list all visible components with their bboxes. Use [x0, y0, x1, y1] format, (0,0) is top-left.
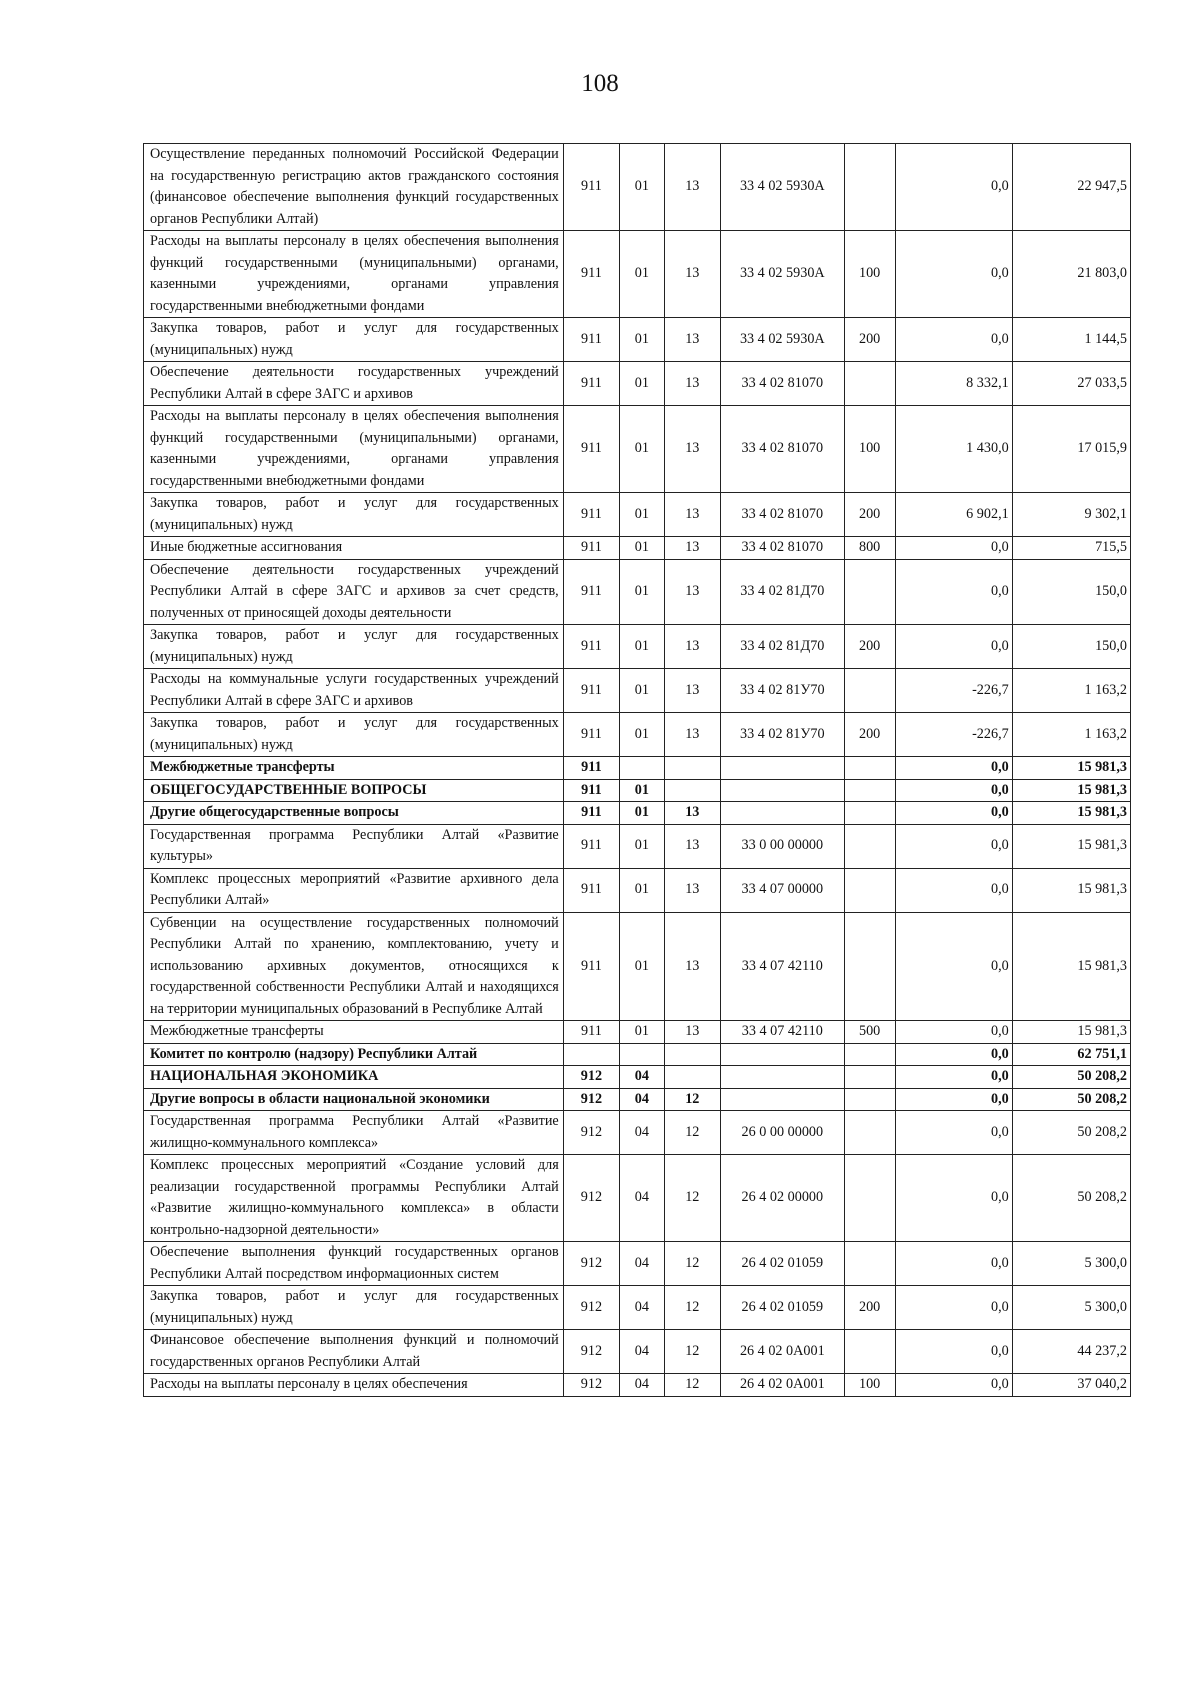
row-amount-change: 0,0: [895, 1155, 1012, 1242]
budget-table: [143, 143, 1131, 1397]
row-amount-total: 715,5: [1012, 537, 1130, 560]
row-name: Обеспечение деятельности государственных учреждений Республики Алтай в сфере ЗАГС и архивов за счет средств, полученных от приносящей доходы деятельности: [144, 559, 564, 625]
row-section-code: [620, 1043, 664, 1066]
row-target-article-code: [720, 757, 844, 780]
row-grbs-code: 912: [563, 1242, 619, 1286]
row-expense-type-code: 100: [844, 406, 895, 493]
row-grbs-code: 912: [563, 1374, 619, 1397]
row-subsection-code: 13: [664, 625, 720, 669]
row-name: Межбюджетные трансферты: [144, 1021, 564, 1044]
row-target-article-code: 33 4 07 42110: [720, 912, 844, 1021]
row-expense-type-code: [844, 559, 895, 625]
row-name: Комплекс процессных мероприятий «Создание условий для реализации государственной программы Республики Алтай «Развитие жилищно-коммунального комплекса» в области контрольно-надзорной деятельности»: [144, 1155, 564, 1242]
row-target-article-code: 33 4 02 81У70: [720, 713, 844, 757]
row-target-article-code: 33 4 07 42110: [720, 1021, 844, 1044]
row-subsection-code: 12: [664, 1330, 720, 1374]
row-amount-total: 5 300,0: [1012, 1242, 1130, 1286]
row-target-article-code: 33 4 02 5930А: [720, 144, 844, 231]
row-grbs-code: 912: [563, 1330, 619, 1374]
row-name: Межбюджетные трансферты: [144, 757, 564, 780]
row-section-code: 04: [620, 1286, 664, 1330]
table-row: [144, 1088, 1131, 1111]
row-target-article-code: 33 4 02 81У70: [720, 669, 844, 713]
row-name: Расходы на выплаты персоналу в целях обеспечения выполнения функций государственными (муниципальными) органами, казенными учреждениями, органами управления государственными внебюджетными фондами: [144, 406, 564, 493]
row-amount-change: 0,0: [895, 1021, 1012, 1044]
row-amount-change: 0,0: [895, 1242, 1012, 1286]
row-name: Другие вопросы в области национальной экономики: [144, 1088, 564, 1111]
table-row: [144, 362, 1131, 406]
table-row: [144, 625, 1131, 669]
row-name: Закупка товаров, работ и услуг для государственных (муниципальных) нужд: [144, 713, 564, 757]
table-row: [144, 406, 1131, 493]
row-amount-total: 37 040,2: [1012, 1374, 1130, 1397]
row-amount-change: 8 332,1: [895, 362, 1012, 406]
table-row: [144, 1286, 1131, 1330]
row-section-code: 01: [620, 713, 664, 757]
row-target-article-code: 26 4 02 01059: [720, 1286, 844, 1330]
row-section-code: 01: [620, 493, 664, 537]
row-grbs-code: 911: [563, 144, 619, 231]
row-subsection-code: [664, 779, 720, 802]
row-expense-type-code: [844, 669, 895, 713]
row-amount-change: 0,0: [895, 912, 1012, 1021]
row-expense-type-code: 200: [844, 318, 895, 362]
row-amount-change: 0,0: [895, 559, 1012, 625]
row-amount-total: 150,0: [1012, 559, 1130, 625]
table-row: [144, 912, 1131, 1021]
row-amount-change: 0,0: [895, 537, 1012, 560]
row-subsection-code: 13: [664, 713, 720, 757]
row-amount-total: 9 302,1: [1012, 493, 1130, 537]
table-row: [144, 824, 1131, 868]
row-amount-total: 1 163,2: [1012, 713, 1130, 757]
row-name: Субвенции на осуществление государственных полномочий Республики Алтай по хранению, комплектованию, учету и использованию архивных документов, относящихся к государственной собственности Республики Алтай и находящихся на территории муниципальных образований в Республике Алтай: [144, 912, 564, 1021]
table-row: [144, 1242, 1131, 1286]
row-grbs-code: 912: [563, 1286, 619, 1330]
row-name: Закупка товаров, работ и услуг для государственных (муниципальных) нужд: [144, 493, 564, 537]
table-row: [144, 231, 1131, 318]
table-row: [144, 669, 1131, 713]
table-row: [144, 757, 1131, 780]
row-grbs-code: 911: [563, 669, 619, 713]
row-grbs-code: 912: [563, 1088, 619, 1111]
row-amount-change: 1 430,0: [895, 406, 1012, 493]
row-amount-total: 1 163,2: [1012, 669, 1130, 713]
row-amount-total: 15 981,3: [1012, 757, 1130, 780]
row-subsection-code: 13: [664, 318, 720, 362]
row-subsection-code: 13: [664, 537, 720, 560]
row-section-code: 01: [620, 802, 664, 825]
table-row: [144, 779, 1131, 802]
row-expense-type-code: [844, 912, 895, 1021]
row-expense-type-code: 100: [844, 231, 895, 318]
row-target-article-code: [720, 802, 844, 825]
row-subsection-code: 13: [664, 802, 720, 825]
row-expense-type-code: 500: [844, 1021, 895, 1044]
row-amount-total: 15 981,3: [1012, 802, 1130, 825]
row-expense-type-code: 800: [844, 537, 895, 560]
row-grbs-code: 911: [563, 824, 619, 868]
row-amount-change: 0,0: [895, 144, 1012, 231]
row-target-article-code: 33 0 00 00000: [720, 824, 844, 868]
row-target-article-code: 26 0 00 00000: [720, 1111, 844, 1155]
row-expense-type-code: [844, 757, 895, 780]
row-expense-type-code: [844, 362, 895, 406]
row-expense-type-code: [844, 802, 895, 825]
row-grbs-code: 912: [563, 1111, 619, 1155]
row-name: Закупка товаров, работ и услуг для государственных (муниципальных) нужд: [144, 1286, 564, 1330]
row-section-code: 01: [620, 231, 664, 318]
table-row: [144, 1374, 1131, 1397]
row-amount-total: 62 751,1: [1012, 1043, 1130, 1066]
row-amount-change: 0,0: [895, 1111, 1012, 1155]
row-name: Осуществление переданных полномочий Российской Федерации на государственную регистрацию актов гражданского состояния (финансовое обеспечение выполнения функций государственных органов Республики Алтай): [144, 144, 564, 231]
table-row: [144, 144, 1131, 231]
table-row: [144, 1043, 1131, 1066]
row-target-article-code: 33 4 02 81Д70: [720, 559, 844, 625]
row-grbs-code: 911: [563, 493, 619, 537]
row-target-article-code: 26 4 02 00000: [720, 1155, 844, 1242]
row-name: Закупка товаров, работ и услуг для государственных (муниципальных) нужд: [144, 625, 564, 669]
row-amount-total: 5 300,0: [1012, 1286, 1130, 1330]
row-grbs-code: 911: [563, 912, 619, 1021]
row-section-code: 04: [620, 1066, 664, 1089]
row-amount-change: 0,0: [895, 868, 1012, 912]
row-expense-type-code: [844, 779, 895, 802]
row-amount-change: 0,0: [895, 779, 1012, 802]
row-section-code: 04: [620, 1088, 664, 1111]
table-row: [144, 559, 1131, 625]
row-subsection-code: 13: [664, 493, 720, 537]
row-section-code: [620, 757, 664, 780]
table-row: [144, 493, 1131, 537]
row-target-article-code: 33 4 02 81070: [720, 537, 844, 560]
row-target-article-code: 33 4 02 81Д70: [720, 625, 844, 669]
row-amount-change: 0,0: [895, 1088, 1012, 1111]
row-grbs-code: 911: [563, 406, 619, 493]
row-expense-type-code: [844, 1111, 895, 1155]
row-subsection-code: 13: [664, 362, 720, 406]
row-name: Финансовое обеспечение выполнения функций и полномочий государственных органов Республики Алтай: [144, 1330, 564, 1374]
row-name: Другие общегосударственные вопросы: [144, 802, 564, 825]
row-amount-total: 22 947,5: [1012, 144, 1130, 231]
row-expense-type-code: 200: [844, 625, 895, 669]
row-target-article-code: 33 4 02 81070: [720, 362, 844, 406]
row-grbs-code: 911: [563, 231, 619, 318]
row-subsection-code: 12: [664, 1242, 720, 1286]
row-subsection-code: [664, 757, 720, 780]
row-section-code: 04: [620, 1155, 664, 1242]
row-amount-change: 0,0: [895, 1330, 1012, 1374]
row-section-code: 04: [620, 1111, 664, 1155]
row-expense-type-code: [844, 1066, 895, 1089]
row-section-code: 01: [620, 559, 664, 625]
table-row: [144, 802, 1131, 825]
row-section-code: 01: [620, 625, 664, 669]
row-amount-total: 50 208,2: [1012, 1088, 1130, 1111]
row-expense-type-code: 200: [844, 713, 895, 757]
row-name: Закупка товаров, работ и услуг для государственных (муниципальных) нужд: [144, 318, 564, 362]
row-expense-type-code: [844, 1330, 895, 1374]
row-name: Государственная программа Республики Алтай «Развитие культуры»: [144, 824, 564, 868]
row-amount-total: 27 033,5: [1012, 362, 1130, 406]
row-target-article-code: 33 4 02 5930А: [720, 231, 844, 318]
row-expense-type-code: [844, 1043, 895, 1066]
row-grbs-code: 911: [563, 362, 619, 406]
row-name: Расходы на коммунальные услуги государственных учреждений Республики Алтай в сфере ЗАГС и архивов: [144, 669, 564, 713]
row-section-code: 01: [620, 868, 664, 912]
row-name: Расходы на выплаты персоналу в целях обеспечения выполнения функций государственными (муниципальными) органами, казенными учреждениями, органами управления государственными внебюджетными фондами: [144, 231, 564, 318]
row-name: Государственная программа Республики Алтай «Развитие жилищно-коммунального комплекса»: [144, 1111, 564, 1155]
table-row: [144, 868, 1131, 912]
row-grbs-code: 911: [563, 1021, 619, 1044]
row-amount-change: 0,0: [895, 1286, 1012, 1330]
table-row: [144, 1330, 1131, 1374]
row-expense-type-code: [844, 868, 895, 912]
row-grbs-code: 911: [563, 779, 619, 802]
row-amount-total: 15 981,3: [1012, 1021, 1130, 1044]
row-section-code: 01: [620, 779, 664, 802]
row-subsection-code: 13: [664, 559, 720, 625]
row-subsection-code: 13: [664, 1021, 720, 1044]
table-body: [144, 144, 1131, 1397]
row-section-code: 04: [620, 1242, 664, 1286]
row-grbs-code: 911: [563, 757, 619, 780]
row-target-article-code: 33 4 02 5930А: [720, 318, 844, 362]
row-target-article-code: [720, 1043, 844, 1066]
row-target-article-code: 33 4 02 81070: [720, 493, 844, 537]
table-row: [144, 1021, 1131, 1044]
row-subsection-code: 13: [664, 824, 720, 868]
row-amount-total: 15 981,3: [1012, 868, 1130, 912]
row-amount-total: 50 208,2: [1012, 1111, 1130, 1155]
row-subsection-code: 13: [664, 912, 720, 1021]
row-section-code: 01: [620, 537, 664, 560]
row-name: НАЦИОНАЛЬНАЯ ЭКОНОМИКА: [144, 1066, 564, 1089]
row-section-code: 04: [620, 1374, 664, 1397]
row-amount-total: 17 015,9: [1012, 406, 1130, 493]
row-amount-change: 0,0: [895, 1043, 1012, 1066]
table-row: [144, 1111, 1131, 1155]
table-row: [144, 537, 1131, 560]
row-name: ОБЩЕГОСУДАРСТВЕННЫЕ ВОПРОСЫ: [144, 779, 564, 802]
row-target-article-code: 33 4 07 00000: [720, 868, 844, 912]
row-amount-change: 0,0: [895, 318, 1012, 362]
row-amount-change: 0,0: [895, 802, 1012, 825]
row-grbs-code: 911: [563, 559, 619, 625]
row-section-code: 04: [620, 1330, 664, 1374]
row-section-code: 01: [620, 824, 664, 868]
table-row: [144, 1066, 1131, 1089]
row-section-code: 01: [620, 318, 664, 362]
row-grbs-code: 911: [563, 625, 619, 669]
row-amount-total: 1 144,5: [1012, 318, 1130, 362]
row-subsection-code: 13: [664, 669, 720, 713]
row-amount-change: 0,0: [895, 231, 1012, 318]
row-expense-type-code: 100: [844, 1374, 895, 1397]
row-subsection-code: 12: [664, 1155, 720, 1242]
row-expense-type-code: [844, 1155, 895, 1242]
row-section-code: 01: [620, 362, 664, 406]
row-amount-total: 150,0: [1012, 625, 1130, 669]
row-target-article-code: [720, 1088, 844, 1111]
row-amount-change: -226,7: [895, 713, 1012, 757]
row-grbs-code: 912: [563, 1155, 619, 1242]
row-grbs-code: [563, 1043, 619, 1066]
row-subsection-code: [664, 1066, 720, 1089]
row-name: Расходы на выплаты персоналу в целях обеспечения: [144, 1374, 564, 1397]
row-section-code: 01: [620, 1021, 664, 1044]
row-subsection-code: 13: [664, 144, 720, 231]
row-expense-type-code: 200: [844, 493, 895, 537]
row-grbs-code: 911: [563, 537, 619, 560]
table-row: [144, 713, 1131, 757]
row-target-article-code: 26 4 02 0А001: [720, 1330, 844, 1374]
row-target-article-code: 33 4 02 81070: [720, 406, 844, 493]
row-grbs-code: 912: [563, 1066, 619, 1089]
row-amount-total: 50 208,2: [1012, 1155, 1130, 1242]
row-amount-total: 44 237,2: [1012, 1330, 1130, 1374]
row-expense-type-code: [844, 1088, 895, 1111]
row-expense-type-code: [844, 824, 895, 868]
row-amount-change: -226,7: [895, 669, 1012, 713]
row-grbs-code: 911: [563, 868, 619, 912]
row-section-code: 01: [620, 144, 664, 231]
row-name: Иные бюджетные ассигнования: [144, 537, 564, 560]
row-amount-change: 0,0: [895, 824, 1012, 868]
table-row: [144, 318, 1131, 362]
row-target-article-code: [720, 779, 844, 802]
table-row: [144, 1155, 1131, 1242]
row-expense-type-code: 200: [844, 1286, 895, 1330]
row-subsection-code: 13: [664, 868, 720, 912]
row-grbs-code: 911: [563, 802, 619, 825]
row-target-article-code: 26 4 02 01059: [720, 1242, 844, 1286]
row-amount-total: 15 981,3: [1012, 912, 1130, 1021]
row-amount-change: 0,0: [895, 757, 1012, 780]
row-amount-change: 0,0: [895, 625, 1012, 669]
row-target-article-code: 26 4 02 0А001: [720, 1374, 844, 1397]
row-section-code: 01: [620, 406, 664, 493]
row-name: Комитет по контролю (надзору) Республики Алтай: [144, 1043, 564, 1066]
row-subsection-code: 12: [664, 1286, 720, 1330]
row-name: Комплекс процессных мероприятий «Развитие архивного дела Республики Алтай»: [144, 868, 564, 912]
row-amount-total: 50 208,2: [1012, 1066, 1130, 1089]
row-subsection-code: [664, 1043, 720, 1066]
row-subsection-code: 13: [664, 231, 720, 318]
row-subsection-code: 13: [664, 406, 720, 493]
row-amount-change: 0,0: [895, 1066, 1012, 1089]
row-amount-total: 15 981,3: [1012, 779, 1130, 802]
row-subsection-code: 12: [664, 1088, 720, 1111]
row-amount-change: 6 902,1: [895, 493, 1012, 537]
row-section-code: 01: [620, 912, 664, 1021]
row-target-article-code: [720, 1066, 844, 1089]
page-number: 108: [581, 70, 619, 97]
row-subsection-code: 12: [664, 1111, 720, 1155]
row-subsection-code: 12: [664, 1374, 720, 1397]
row-amount-change: 0,0: [895, 1374, 1012, 1397]
row-expense-type-code: [844, 144, 895, 231]
row-name: Обеспечение деятельности государственных учреждений Республики Алтай в сфере ЗАГС и архивов: [144, 362, 564, 406]
row-expense-type-code: [844, 1242, 895, 1286]
row-grbs-code: 911: [563, 713, 619, 757]
row-amount-total: 15 981,3: [1012, 824, 1130, 868]
row-section-code: 01: [620, 669, 664, 713]
row-grbs-code: 911: [563, 318, 619, 362]
row-amount-total: 21 803,0: [1012, 231, 1130, 318]
row-name: Обеспечение выполнения функций государственных органов Республики Алтай посредством информационных систем: [144, 1242, 564, 1286]
